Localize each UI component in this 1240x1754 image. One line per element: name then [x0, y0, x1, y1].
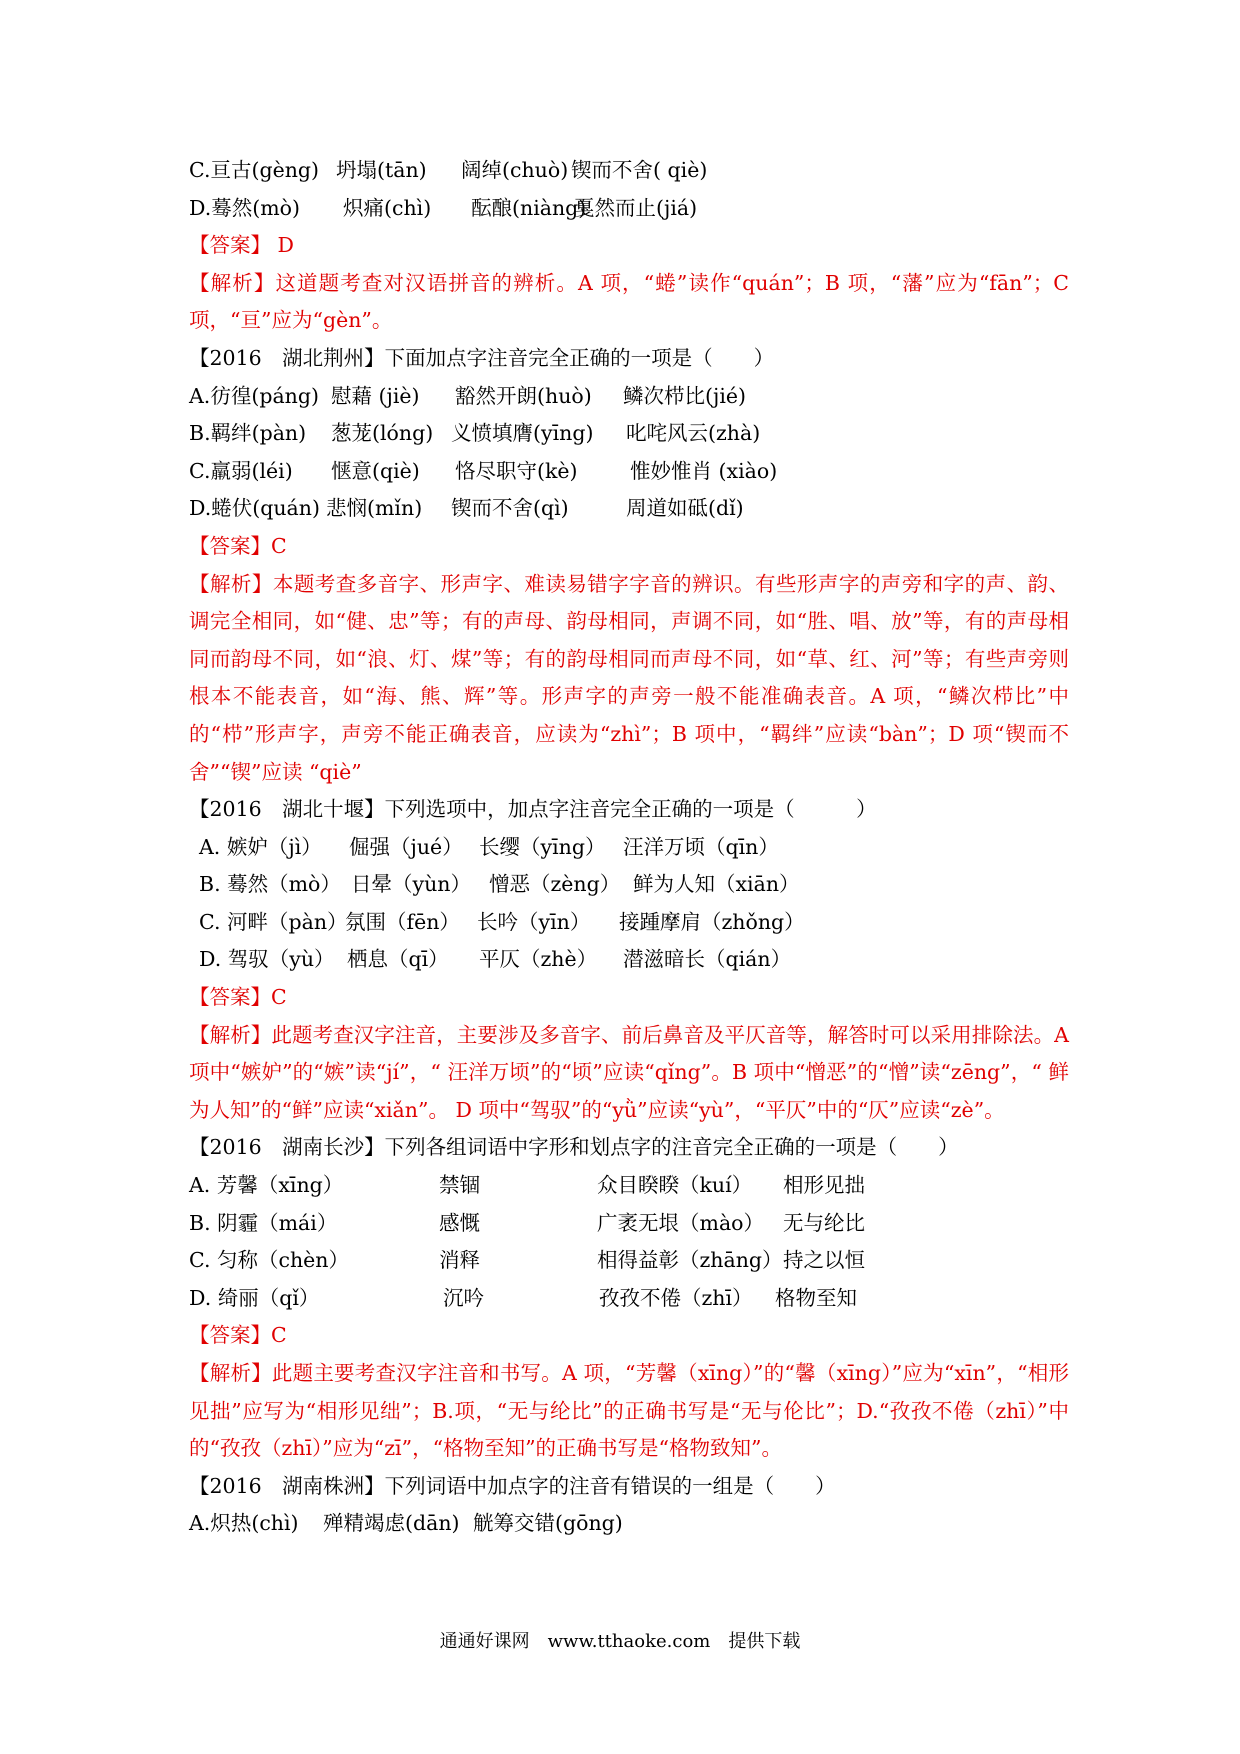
option-cell: 坍塌(tān)	[336, 158, 427, 182]
analysis-paragraph: 【解析】此题主要考查汉字注音和书写。A 项，“芳馨（xīng）”的“馨（xīng）”应为“xīn”，“相形见拙”应写为“相形见绌”；B.项，“无与纶比”的正确书写是“无与伦比”；D.“孜孜不倦（zhī）”中的“孜孜（zhī）”应为“zī”，“格物至知”的正确书写是“格物致知”。	[189, 1361, 1069, 1461]
option-cell: 孜孜不倦（zhī）	[599, 1285, 753, 1310]
option-cell: C. 河畔（pàn）	[199, 909, 348, 934]
option-row	[189, 941, 1069, 979]
option-cell: B.羁绊(pàn)	[189, 421, 307, 446]
option-row	[189, 1242, 1069, 1280]
option-row	[189, 490, 1069, 528]
option-cell: 广袤无垠（mào）	[597, 1210, 765, 1235]
option-cell: 豁然开朗(huò)	[455, 383, 592, 408]
option-cell: A. 嫉妒（jì）	[199, 834, 322, 859]
option-cell: 惬意(qiè)	[331, 458, 420, 483]
question-title: 【2016 湖北荆州】下面加点字注音完全正确的一项是（ ）	[189, 345, 775, 370]
option-cell: 恪尽职守(kè)	[455, 458, 578, 483]
option-cell: 无与纶比	[783, 1210, 865, 1235]
option-cell: 义愤填膺(yīng)	[451, 421, 594, 446]
option-cell: D.蓦然(mò)	[189, 195, 300, 220]
option-row	[189, 904, 1069, 942]
option-cell: 酝酿(niàng)	[471, 195, 587, 220]
option-cell: 相得益彰（zhāng）	[597, 1248, 783, 1273]
option-row	[189, 152, 1069, 190]
option-cell: A.彷徨(páng)	[189, 383, 319, 408]
answer-line: 【答案】C	[189, 985, 287, 1010]
option-row	[189, 453, 1069, 491]
option-cell: 平仄（zhè）	[479, 947, 598, 972]
option-cell: 阔绰(chuò)	[461, 158, 569, 182]
option-cell: C.亘古(gèng)	[189, 158, 320, 182]
option-cell: 长缨（yīng）	[479, 834, 606, 859]
option-cell: C.羸弱(léi)	[189, 458, 293, 483]
option-cell: 氛围（fēn）	[345, 909, 460, 934]
option-cell: A. 芳馨（xīng）	[189, 1173, 344, 1198]
option-cell: 戛然而止(jiá)	[574, 195, 698, 220]
option-cell: 沉吟	[443, 1285, 484, 1310]
question-title: 【2016 湖南长沙】下列各组词语中字形和划点字的注音完全正确的一项是（ ）	[189, 1135, 959, 1160]
option-cell: 长吟（yīn）	[477, 909, 591, 934]
option-cell: 潜滋暗长（qián）	[623, 947, 792, 972]
option-cell: 栖息（qī）	[347, 947, 449, 972]
option-row	[189, 415, 1069, 453]
option-row	[189, 829, 1069, 867]
analysis-paragraph: 【解析】本题考查多音字、形声字、难读易错字字音的辨识。有些形声字的声旁和字的声、韵、调完全相同，如“健、忠”等；有的声母、韵母相同，声调不同，如“胜、唱、放”等，有的声母相同而韵母不同，如“浪、灯、煤”等；有的韵母相同而声母不同，如“草、红、河”等；有些声旁则根本不能表音，如“海、熊、辉”等。形声字的声旁一般不能准确表音。A 项，“鳞次栉比”中的“栉”形声字，声旁不能正确表音，应读为“zhì”；B 项中，“羁绊”应读“bàn”；D 项“锲而不舍”“锲”应读 “qiè”	[189, 571, 1069, 784]
analysis-paragraph: 【解析】此题考查汉字注音，主要涉及多音字、前后鼻音及平仄音等，解答时可以采用排除法。A 项中“嫉妒”的“嫉”读“jí”，“ 汪洋万顷”的“顷”应读“qǐng”。B 项中“憎恶”的“憎”读“zēng”，“ 鲜为人知”的“鲜”应读“xiǎn”。 D 项中“驾驭”的“yǜ”应读“yù”，“平仄”中的“仄”应读“zè”。	[189, 1022, 1069, 1122]
option-cell: 悲悯(mǐn)	[326, 496, 423, 521]
option-cell: 接踵摩肩（zhǒng）	[619, 909, 805, 934]
analysis-paragraph: 【解析】这道题考查对汉语拼音的辨析。A 项，“蜷”读作“quán”；B 项，“藩”应为“fān”；C 项，“亘”应为“gèn”。	[189, 270, 1069, 333]
option-cell: 觥筹交错(gōng)	[473, 1511, 623, 1536]
option-cell: 惟妙惟肖 (xiào)	[630, 458, 778, 483]
answer-line: 【答案】C	[189, 533, 287, 558]
option-row	[189, 1505, 1069, 1543]
option-row	[189, 1167, 1069, 1205]
option-cell: 慰藉 (jiè)	[331, 383, 420, 408]
option-cell: 禁锢	[439, 1173, 480, 1198]
option-cell: 感慨	[439, 1210, 480, 1235]
option-cell: 消释	[439, 1248, 480, 1273]
page-content	[189, 152, 1069, 1543]
question-title: 【2016 湖北十堰】下列选项中，加点字注音完全正确的一项是（ ）	[189, 797, 877, 822]
option-row	[189, 1280, 1069, 1318]
option-cell: 倔强（jué）	[349, 834, 463, 859]
option-cell: 周道如砥(dǐ)	[626, 496, 744, 521]
option-row	[189, 378, 1069, 416]
option-cell: D. 驾驭（yù）	[199, 947, 335, 972]
option-cell: B. 阴霾（mái）	[189, 1210, 338, 1235]
option-cell: 持之以恒	[783, 1248, 865, 1273]
option-cell: 炽痛(chì)	[343, 195, 432, 220]
option-row	[189, 866, 1069, 904]
question-title: 【2016 湖南株洲】下列词语中加点字的注音有错误的一组是（ ）	[189, 1473, 836, 1498]
option-row	[189, 190, 1069, 228]
option-cell: 鲜为人知（xiān）	[633, 872, 800, 897]
option-cell: 相形见拙	[783, 1173, 865, 1198]
answer-line: 【答案】C	[189, 1323, 287, 1348]
option-cell: 叱咤风云(zhà)	[626, 421, 761, 446]
option-cell: 格物至知	[775, 1285, 857, 1310]
option-cell: 锲而不舍(qì)	[451, 496, 569, 521]
option-cell: C. 匀称（chèn）	[189, 1248, 350, 1273]
option-cell: 鳞次栉比(jié)	[623, 383, 747, 408]
option-row	[189, 1205, 1069, 1243]
option-cell: 憎恶（zèng）	[489, 872, 621, 897]
option-cell: A.炽热(chì)	[189, 1511, 299, 1536]
option-cell: 葱茏(lóng)	[331, 421, 434, 446]
option-cell: 日晕（yùn）	[351, 872, 471, 897]
option-cell: 锲而不舍( qiè)	[571, 158, 708, 182]
page-footer: 通通好课网 www.tthaoke.com 提供下载	[439, 1631, 801, 1652]
option-cell: 汪洋万顷（qīn）	[623, 834, 779, 859]
option-cell: D.蜷伏(quán)	[189, 496, 320, 521]
option-cell: D. 绮丽（qǐ）	[189, 1285, 320, 1310]
option-cell: 殚精竭虑(dān)	[323, 1511, 460, 1536]
answer-line: 【答案】 D	[189, 233, 294, 258]
option-cell: 众目睽睽（kuí）	[597, 1173, 753, 1198]
option-cell: B. 蓦然（mò）	[199, 872, 341, 897]
